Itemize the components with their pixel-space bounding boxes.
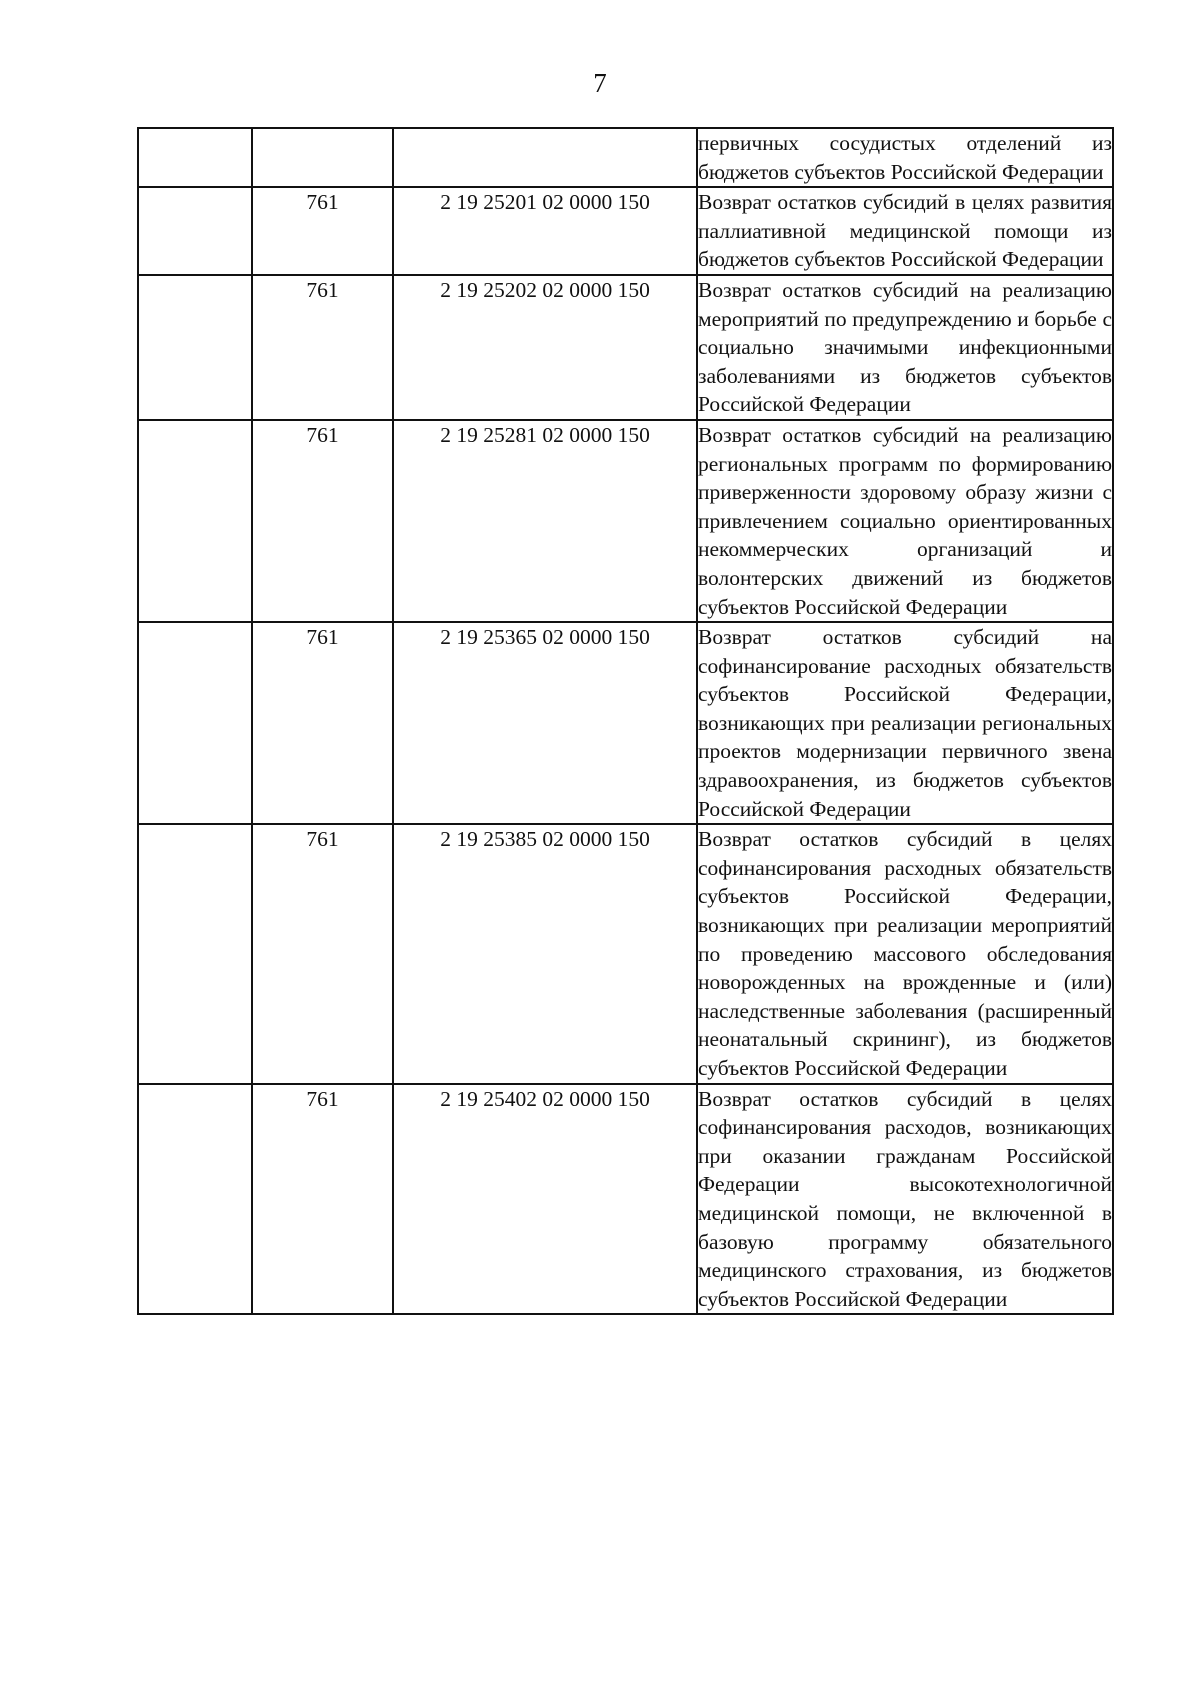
empty-cell — [138, 1084, 252, 1315]
budget-code-cell: 2 19 25385 02 0000 150 — [393, 824, 697, 1083]
empty-cell — [138, 187, 252, 275]
empty-cell — [138, 275, 252, 420]
table-row — [138, 1084, 1113, 1315]
table-row — [138, 622, 1113, 824]
table-row — [138, 420, 1113, 622]
budget-code-cell: 2 19 25201 02 0000 150 — [393, 187, 697, 275]
description-cell: Возврат остатков субсидий на реализацию мероприятий по предупреждению и борьбе с социально значимыми инфекционными заболеваниями из бюджетов субъектов Российской Федерации — [697, 275, 1113, 420]
admin-code-cell — [252, 128, 393, 187]
admin-code-cell: 761 — [252, 1084, 393, 1315]
description-cell: Возврат остатков субсидий в целях софинансирования расходов, возникающих при оказании гражданам Российской Федерации высокотехнологичной медицинской помощи, не включенной в базовую программу обязательного медицинского страхования, из бюджетов субъектов Российской Федерации — [697, 1084, 1113, 1315]
description-cell: Возврат остатков субсидий на софинансирование расходных обязательств субъектов Российской Федерации, возникающих при реализации региональных проектов модернизации первичного звена здравоохранения, из бюджетов субъектов Российской Федерации — [697, 622, 1113, 824]
budget-code-table — [137, 127, 1114, 1315]
budget-code-cell: 2 19 25202 02 0000 150 — [393, 275, 697, 420]
admin-code-cell: 761 — [252, 187, 393, 275]
description-cell: первичных сосудистых отделений из бюджетов субъектов Российской Федерации — [697, 128, 1113, 187]
table-row — [138, 275, 1113, 420]
table-row — [138, 824, 1113, 1083]
empty-cell — [138, 622, 252, 824]
budget-code-cell: 2 19 25365 02 0000 150 — [393, 622, 697, 824]
page-number: 7 — [593, 68, 607, 98]
admin-code-cell: 761 — [252, 622, 393, 824]
admin-code-cell: 761 — [252, 824, 393, 1083]
description-cell: Возврат остатков субсидий на реализацию региональных программ по формированию приверженности здоровому образу жизни с привлечением социально ориентированных некоммерческих организаций и волонтерских движений из бюджетов субъектов Российской Федерации — [697, 420, 1113, 622]
admin-code-cell: 761 — [252, 275, 393, 420]
table-row — [138, 128, 1113, 187]
description-cell: Возврат остатков субсидий в целях развития паллиативной медицинской помощи из бюджетов субъектов Российской Федерации — [697, 187, 1113, 275]
empty-cell — [138, 420, 252, 622]
empty-cell — [138, 128, 252, 187]
empty-cell — [138, 824, 252, 1083]
budget-code-cell — [393, 128, 697, 187]
budget-code-cell: 2 19 25402 02 0000 150 — [393, 1084, 697, 1315]
admin-code-cell: 761 — [252, 420, 393, 622]
budget-code-cell: 2 19 25281 02 0000 150 — [393, 420, 697, 622]
table-row — [138, 187, 1113, 275]
description-cell: Возврат остатков субсидий в целях софинансирования расходных обязательств субъектов Российской Федерации, возникающих при реализации мероприятий по проведению массового обследования новорожденных на врожденные и (или) наследственные заболевания (расширенный неонатальный скрининг), из бюджетов субъектов Российской Федерации — [697, 824, 1113, 1083]
